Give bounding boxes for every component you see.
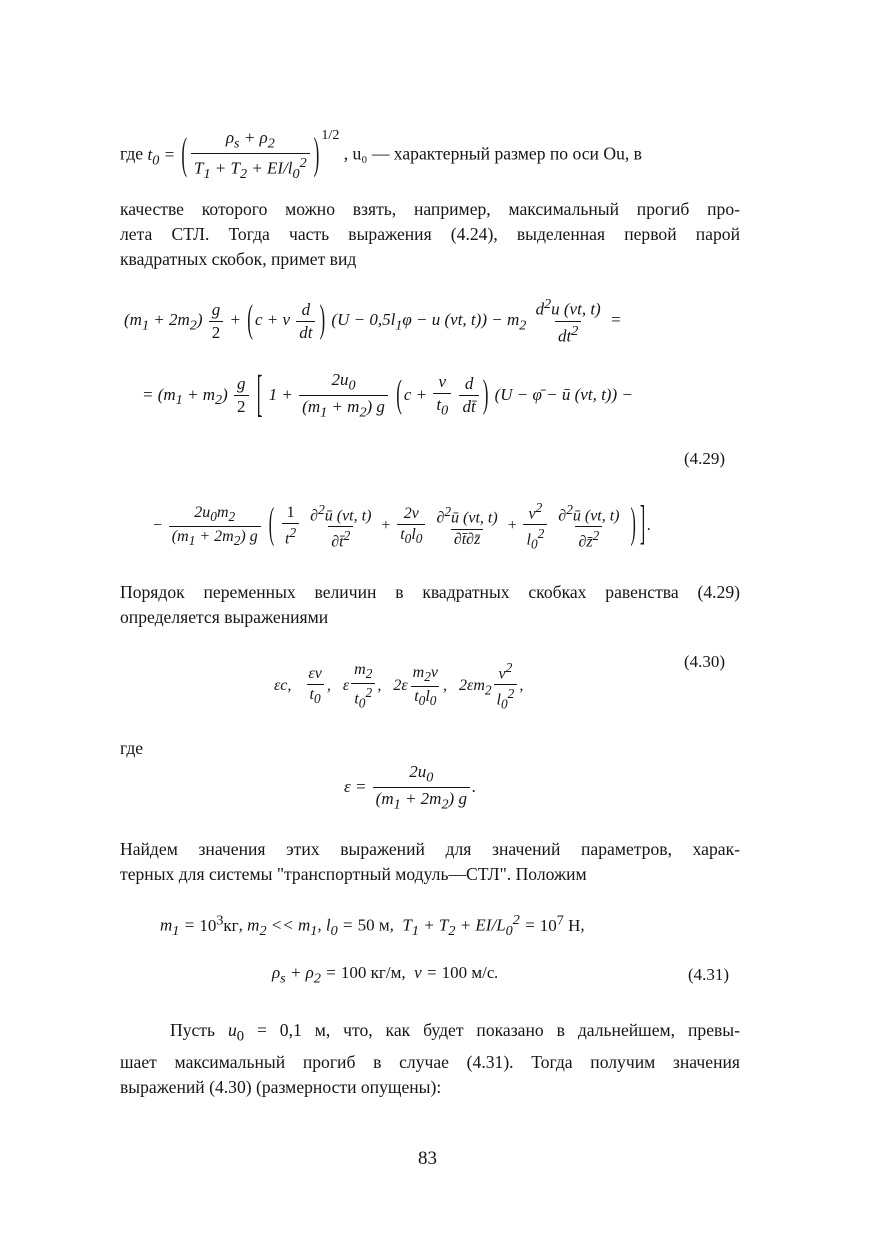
paragraph-4 — [120, 1018, 740, 1100]
equation-label-4-31: (4.31) — [688, 965, 730, 984]
equation-4-29-line-3: − $\frac{2u_0m_2}{(m_1 + 2m_2) g}$ ( $\frac{1}{t^2}$ $\frac{\partial^2ū (vt, t)}{\partial t̄^2}$ + $\frac{2v}{t_0l_0}$ $\frac{\partial^2ū (vt, t)}{\partial t̄\partial z̄}$ + $\frac{v^2}{l_0^2}$ $\frac{\partial^2ū (vt, t)}{\partial z̄^2}$ ) ] . — [152, 499, 652, 552]
t0-trailing-text: , u₀ — характерный размер по оси Оu, в — [343, 143, 642, 164]
equation-4-31-line-2: $\rho_s + \rho_2 = 100$ кг/м, v = 100 м/с. — [272, 963, 499, 987]
text-line: Найдем значения этих выражений для значений параметров, харак- — [120, 839, 740, 859]
text-line: качестве которого можно взять, например, максимальный прогиб про- — [120, 199, 740, 219]
text-line: квадратных скобок, примет вид — [120, 249, 357, 269]
text-line: терных для системы "транспортный модуль—СТЛ". Положим — [120, 864, 587, 884]
equation-epsilon: ε = $\frac{2u_0}{(m_1 + 2m_2) g}$ . — [344, 762, 477, 813]
text-line: лета СТЛ. Тогда часть выражения (4.24), выделенная первой парой — [120, 224, 740, 244]
equation-label-4-29: (4.29) — [684, 449, 726, 468]
t0-definition-line — [120, 128, 642, 183]
equation-4-29-line-2: = $(m_1 + m_2)$ $\frac{g}{2}$ [ 1 + $\frac{2u_0}{(m_1 + m_2) g}$ ( c + $\frac{v}{t_0}$ $\frac{d}{dt̄}$ ) (U − φ̄ − ū (vt, t)) − — [142, 364, 633, 422]
equation-4-29-line-1: $(m_1 + 2m_2)$ $\frac{g}{2}$ + ( c + v $\frac{d}{dt}$ ) ($U - 0,5l_1\varphi - u$ (vt, $t)) - m_2$ $\frac{d^2u (vt, t)}{dt^2}$ = — [124, 296, 622, 346]
paragraph-2 — [120, 580, 740, 630]
paragraph-3 — [120, 837, 740, 887]
text-line: Пусть $u_0 = 0,1$ м, что, как будет показано в дальнейшем, превы- — [170, 1020, 740, 1045]
text-line: шает максимальный прогиб в случае (4.31). Тогда получим значения — [120, 1051, 740, 1072]
page-number: 83 — [418, 1148, 437, 1169]
text-line: Порядок переменных величин в квадратных скобках равенства (4.29) — [120, 582, 740, 602]
t0-lead-word: где — [120, 143, 144, 164]
paragraph-1-body — [120, 197, 740, 272]
t0-formula: $t_0$ = ( $\frac{\rho_s + \rho_2}{T_1 + T_2 + EI/l_0^2}$ ) $^{1/2}$ — [147, 126, 340, 183]
text-line: выражений (4.30) (размерности опущены): — [120, 1076, 442, 1097]
equation-label-4-30: (4.30) — [684, 652, 726, 671]
equation-4-30: εc, $\frac{\varepsilon v}{t_0}$ , ε $\frac{m_2}{t_0^2}$ , 2ε $\frac{m_2v}{t_0l_0}$ , $2\varepsilon m_2$ $\frac{v^2}{l_0^2}$ , — [274, 660, 524, 712]
where-word: где — [120, 738, 144, 758]
equation-4-31-line-1: $m_1 = 10^3кг$, $m_2 << m_1$, $l_0 = 50$ м, $T_1 + T_2 + EI/L_0^2 = 10^7$ Н, — [160, 912, 585, 940]
text-line: определяется выражениями — [120, 607, 329, 627]
